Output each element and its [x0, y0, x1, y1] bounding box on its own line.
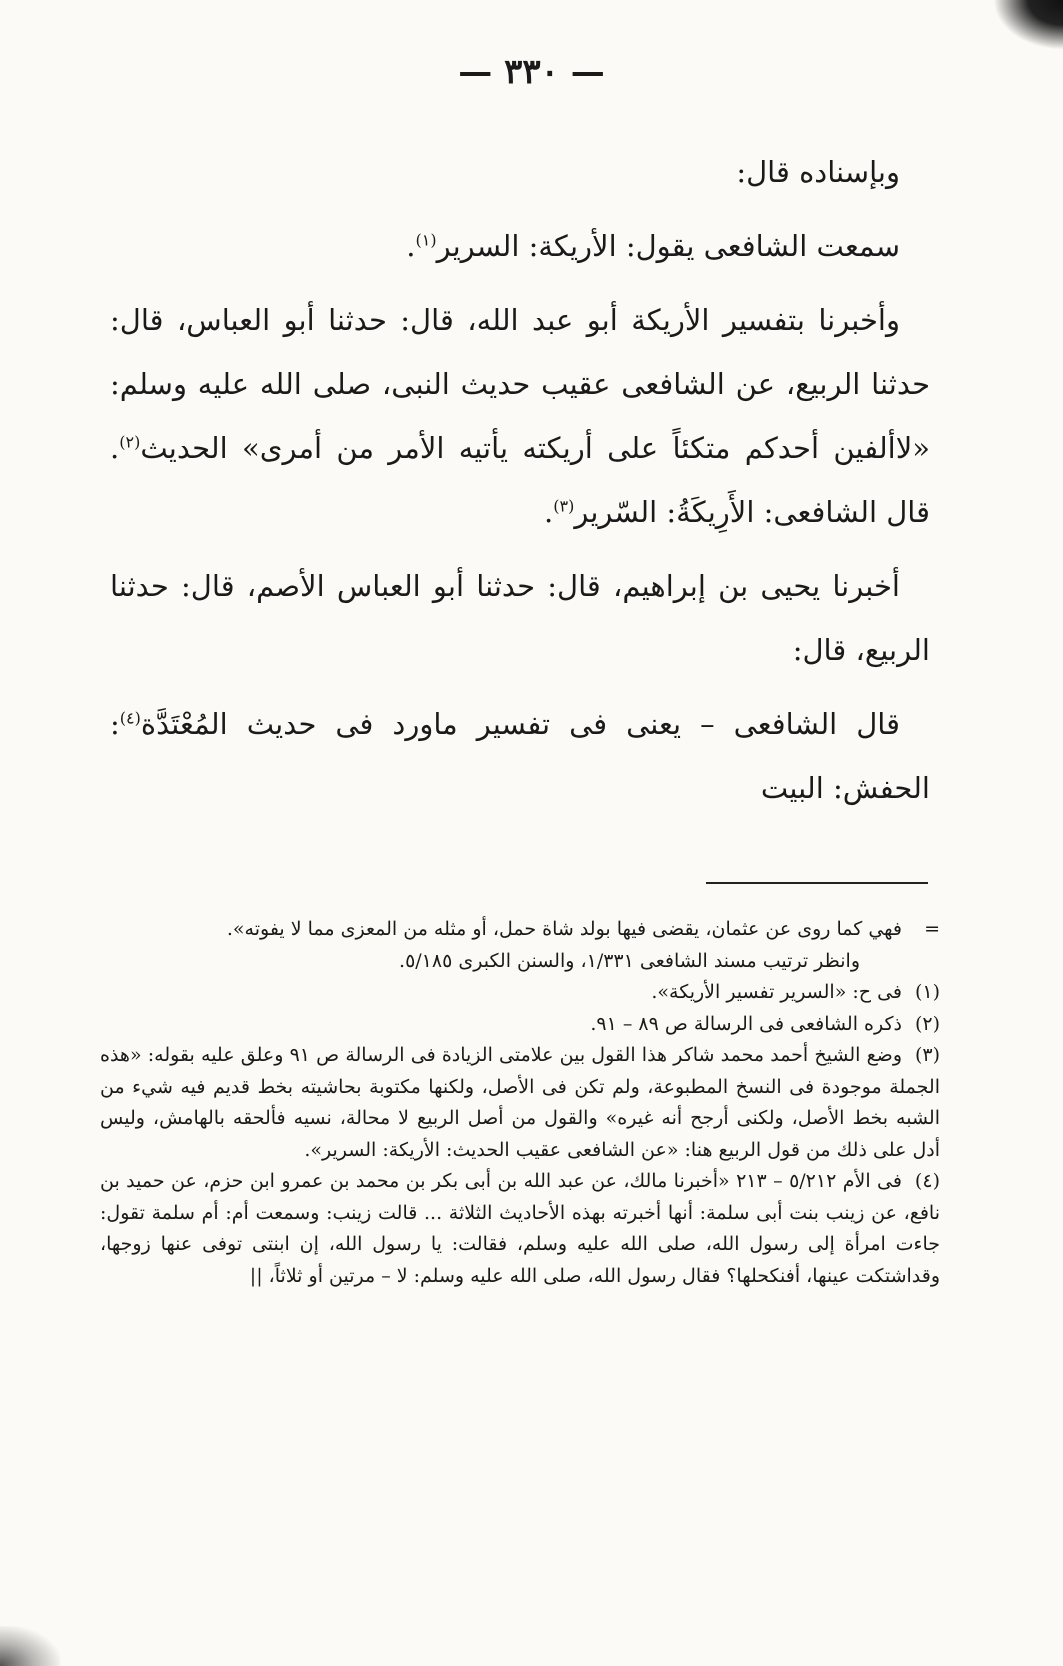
scan-shadow	[993, 0, 1063, 50]
footnote-1: (١)فى ح: «السرير تفسير الأريكة».	[100, 977, 940, 1009]
footnotes	[100, 914, 940, 1292]
paragraph-shafii-saying: سمعت الشافعى يقول: الأريكة: السرير$^{(١)}$.	[406, 229, 900, 263]
continuation-mark: =	[924, 918, 940, 940]
footnote-number: (٢)	[914, 1012, 940, 1035]
footnote-number: (٣)	[914, 1044, 940, 1066]
footnote-ref-4[interactable]: (٤)	[119, 708, 141, 728]
paragraph-yahya-isnad: أخبرنا يحيى بن إبراهيم، قال: حدثنا أبو العباس الأصم، قال: حدثنا الربيع، قال:	[110, 569, 930, 667]
footnote-number: (١)	[914, 981, 940, 1003]
main-text	[110, 140, 930, 830]
footnote-continuation: =فهي كما روى عن عثمان، يقضى فيها بولد شاة حمل، أو مثله من المعزى مما لا يفوته».	[100, 914, 940, 946]
footnote-4: (٤)فى الأم ٥/٢١٢ – ٢١٣ «أخبرنا مالك، عن عبد الله بن أبى بكر بن محمد بن عمرو ابن حزم، عن حميد بن نافع، عن زينب بنت أبى سلمة: أنها أخبرته بهذه الأحاديث الثلاثة ... قالت زينب: وسمعت أم: أم سلمة تقول: جاءت امرأة إلى رسول الله، صلى الله عليه وسلم، فقالت: يا رسول الله، إن ابنتى توفى عنها زوجها، وقداشتكت عينها، أفنكحلها؟ فقال رسول الله، صلى الله عليه وسلم: لا – مرتين أو ثلاثاً، ||	[100, 1166, 940, 1292]
page-number: — ٣٣٠ —	[458, 52, 605, 92]
scan-speck	[0, 1626, 60, 1666]
paragraph-tafsir-arika: وأخبرنا بتفسير الأريكة أبو عبد الله، قال: حدثنا أبو العباس، قال: حدثنا الربيع، عن الشافعى عقيب حديث النبى، صلى الله عليه وسلم: «لاألفين أحدكم متكئاً على أريكته يأتيه الأمر من أمرى» الحديث$^{(٢)}$. قال الشافعى: الأَرِيكَةُ: السّرير$^{(٣)}$.	[110, 303, 930, 529]
footnote-3: (٣)وضع الشيخ أحمد محمد شاكر هذا القول بين علامتى الزيادة فى الرسالة ص ٩١ وعلق عليه بقوله: «هذه الجملة موجودة فى النسخ المطبوعة، ولم تكن فى الأصل، ولكنها مكتوبة بحاشيته بخط قديم فيه شيء من الشبه بخط الأصل، ولكنى أرجح أنه غيره» والقول من أصل الربيع لا محالة، نسيه فألحقه بالهامش، وليس أدل على ذلك من قول الربيع هنا: «عن الشافعى عقيب الحديث: الأريكة: السرير».	[100, 1040, 940, 1166]
footnote-separator	[706, 882, 928, 884]
footnote-ref-1[interactable]: (١)	[415, 230, 437, 250]
footnote-ref-3[interactable]: (٣)	[553, 496, 575, 516]
footnote-number: (٤)	[914, 1170, 940, 1192]
paragraph-hafsh: قال الشافعى – يعنى فى تفسير ماورد فى حديث المُعْتَدَّة$^{(٤)}$: الحفش: البيت	[110, 707, 930, 805]
footnote-see-also: وانظر ترتيب مسند الشافعى ١/٣٣١، والسنن الكبرى ٥/١٨٥.	[399, 949, 860, 972]
paragraph-isnad: وبإسناده قال:	[736, 155, 900, 189]
footnote-ref-2[interactable]: (٢)	[119, 432, 141, 452]
footnote-2: (٢)ذكره الشافعى فى الرسالة ص ٨٩ – ٩١.	[100, 1009, 940, 1041]
